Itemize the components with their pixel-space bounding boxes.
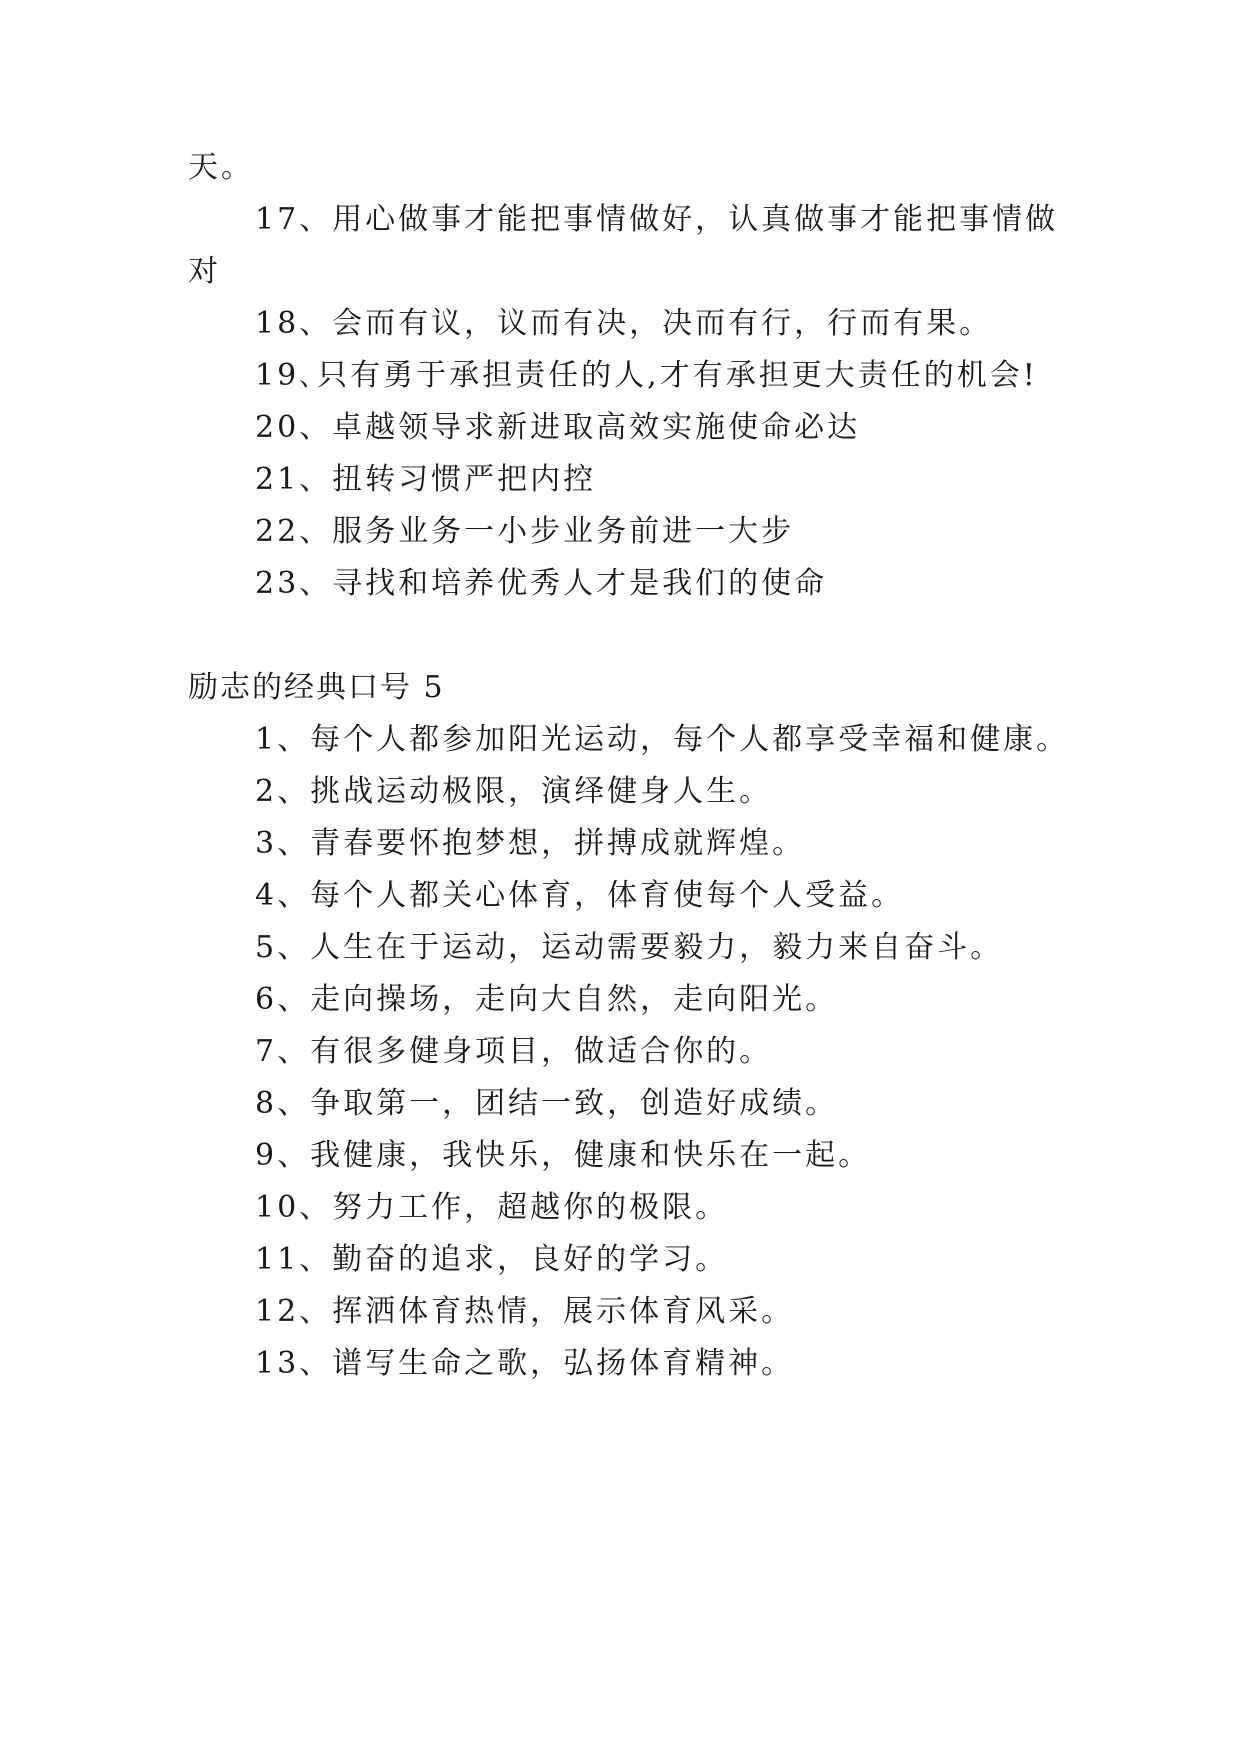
slogan-23: 23、寻找和培养优秀人才是我们的使命	[255, 566, 828, 601]
slogan-18: 18、会而有议，议而有决，决而有行，行而有果。	[255, 306, 993, 341]
list-item: 2、挑战运动极限，演绎健身人生。	[255, 774, 773, 809]
continued-line: 天。	[188, 150, 254, 185]
slogan-17: 17、用心做事才能把事情做好，认真做事才能把事情做	[255, 202, 1059, 237]
list-item: 10、努力工作，超越你的极限。	[255, 1190, 729, 1225]
list-item: 12、挥洒体育热情，展示体育风采。	[255, 1294, 795, 1329]
slogan-20: 20、卓越领导求新进取高效实施使命必达	[255, 410, 861, 445]
list-item: 8、争取第一，团结一致，创造好成绩。	[255, 1086, 839, 1121]
list-item: 13、谱写生命之歌，弘扬体育精神。	[255, 1346, 795, 1381]
list-item: 3、青春要怀抱梦想，拼搏成就辉煌。	[255, 826, 806, 861]
list-item: 1、每个人都参加阳光运动，每个人都享受幸福和健康。	[255, 722, 1070, 757]
list-item: 7、有很多健身项目，做适合你的。	[255, 1034, 773, 1069]
list-item: 5、人生在于运动，运动需要毅力，毅力来自奋斗。	[255, 930, 1004, 965]
list-item: 11、勤奋的追求，良好的学习。	[255, 1242, 729, 1277]
slogan-19: 19､只有勇于承担责任的人,才有承担更大责任的机会!	[255, 358, 1038, 393]
list-item: 4、每个人都关心体育，体育使每个人受益。	[255, 878, 905, 913]
section-heading: 励志的经典口号 5	[188, 670, 445, 705]
slogan-22: 22、服务业务一小步业务前进一大步	[255, 514, 795, 549]
list-item: 6、走向操场，走向大自然，走向阳光。	[255, 982, 839, 1017]
list-item: 9、我健康，我快乐，健康和快乐在一起。	[255, 1138, 872, 1173]
slogan-17-wrap: 对	[188, 254, 221, 289]
slogan-21: 21、扭转习惯严把内控	[255, 462, 597, 497]
